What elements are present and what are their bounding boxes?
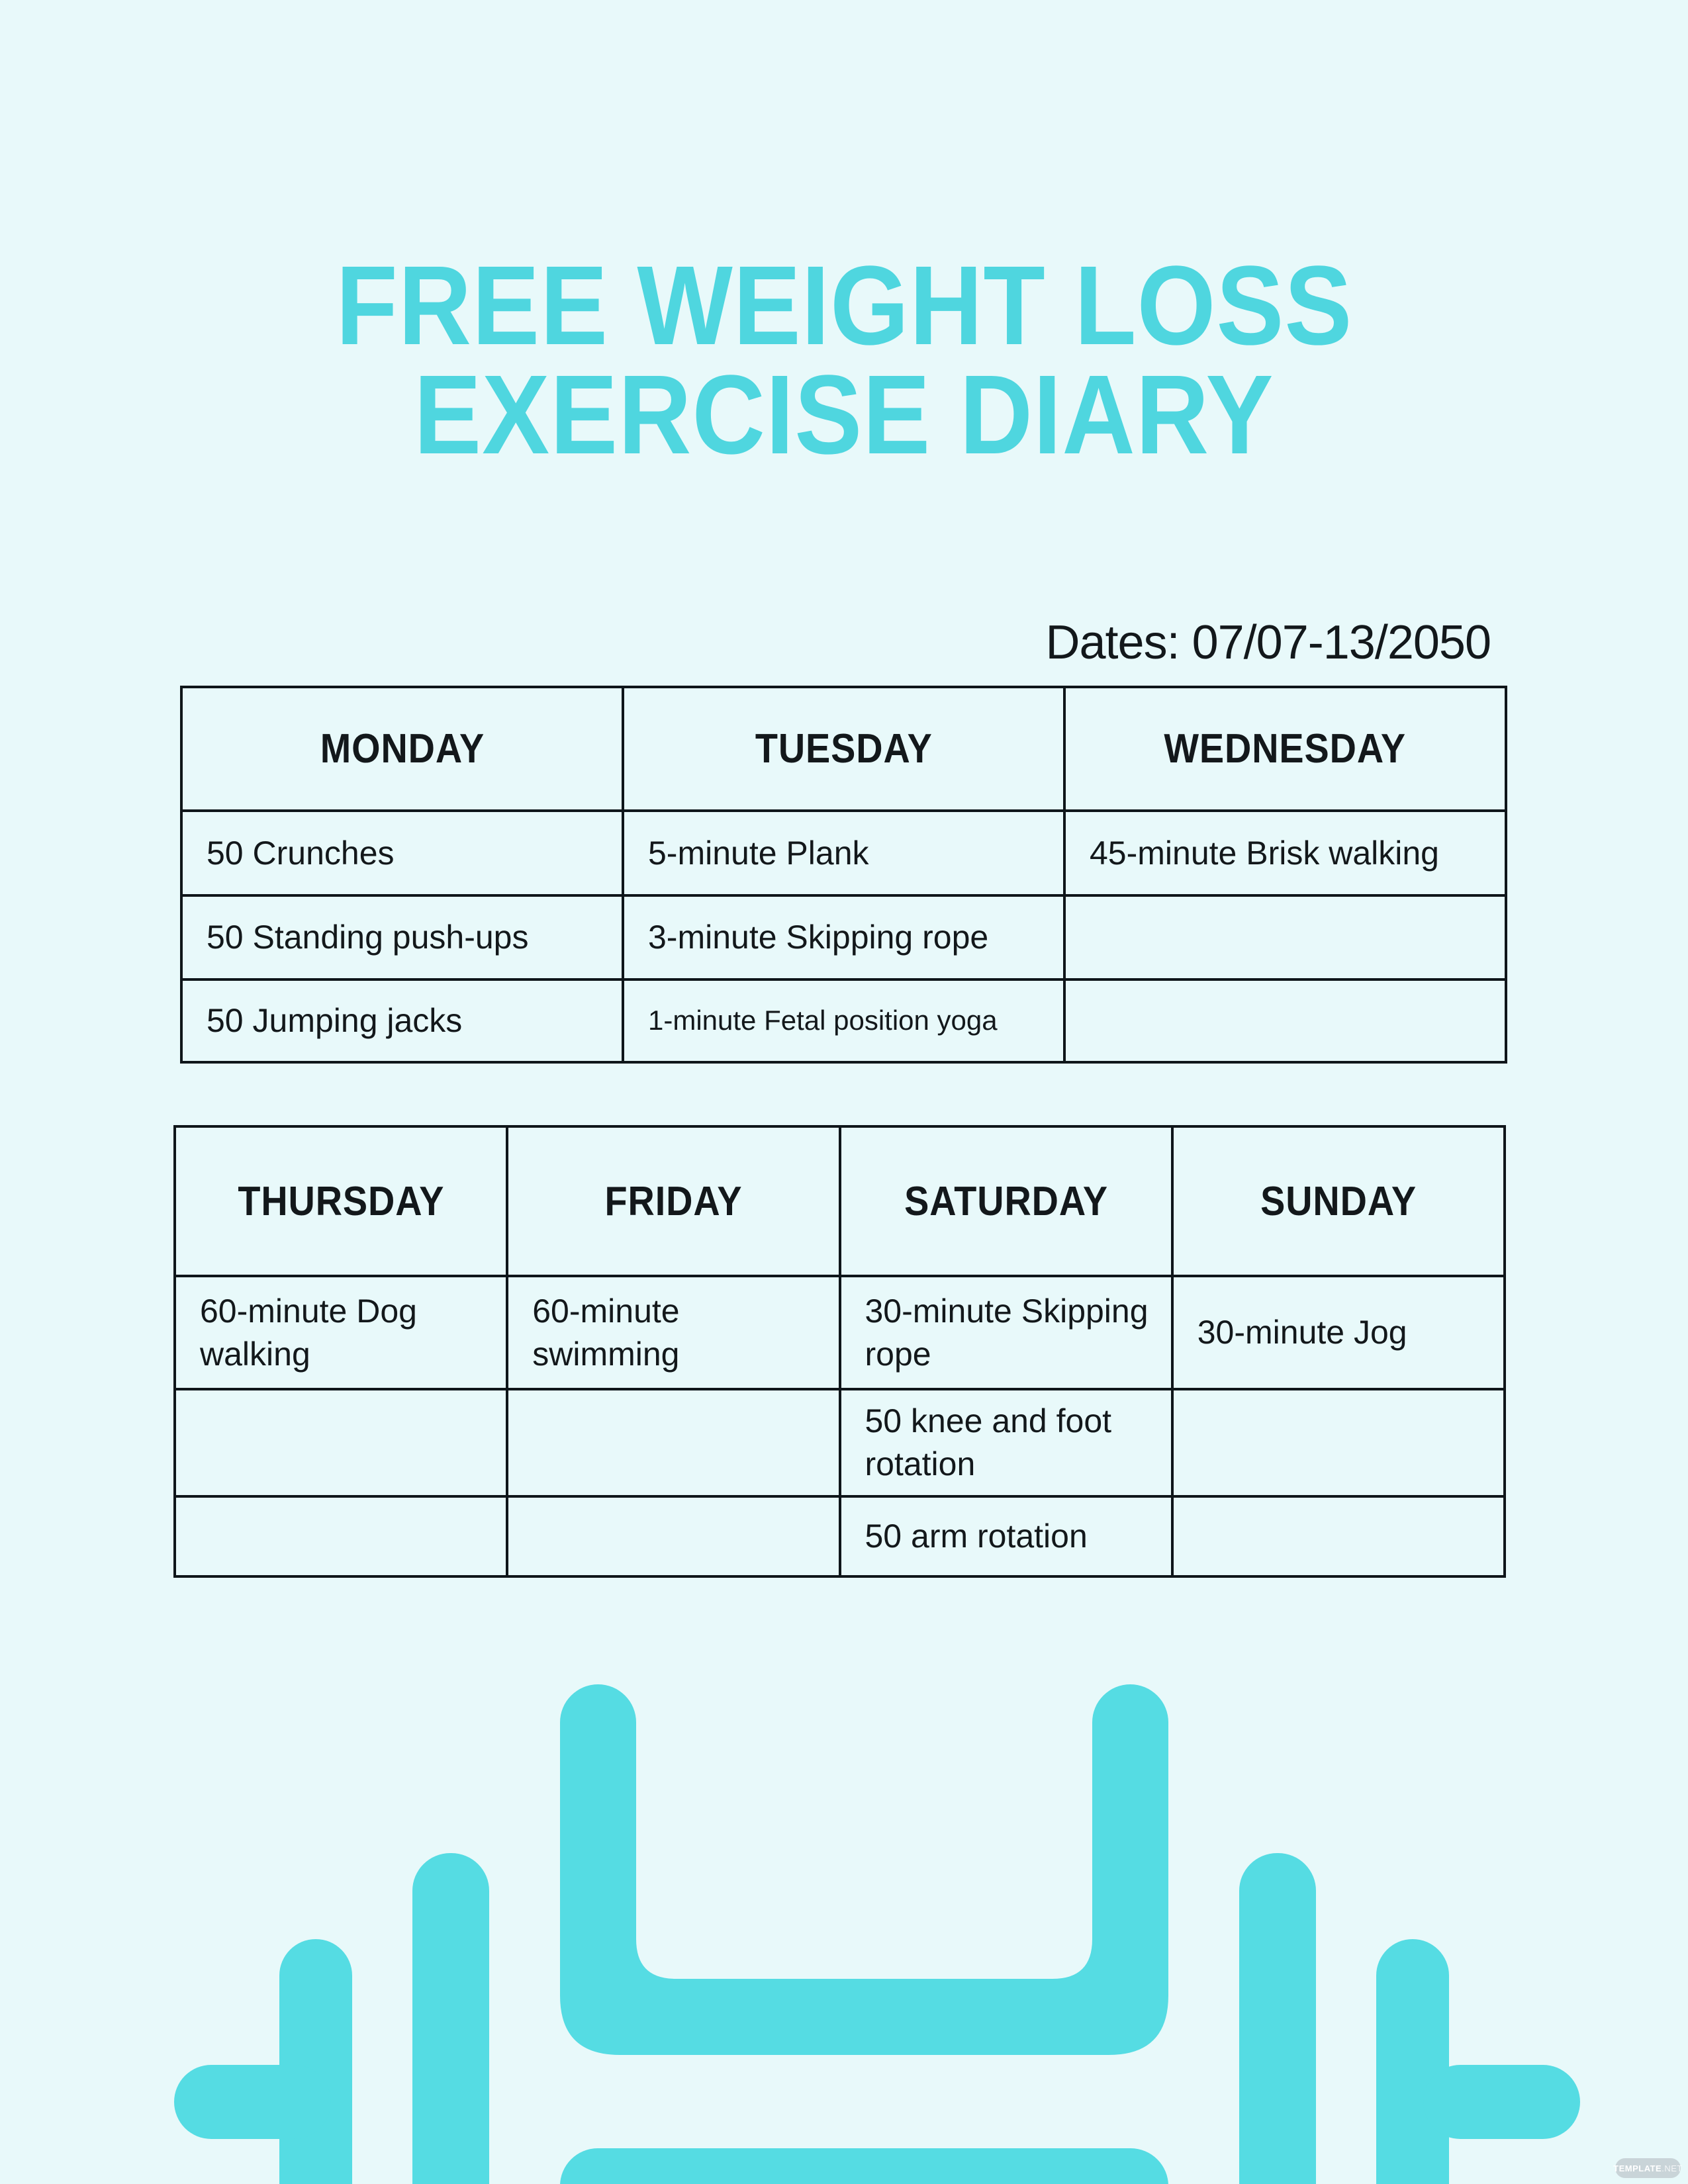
exercise-cell: 30-minute Jog <box>1172 1276 1505 1389</box>
dumbbell-plate-right-outer <box>1376 1939 1449 2184</box>
exercise-row <box>175 1389 1505 1496</box>
day-header-sunday <box>1172 1126 1505 1276</box>
day-header-label: THURSDAY <box>238 1178 445 1224</box>
page-title-line-2 <box>0 352 1688 478</box>
watermark-brand: TEMPLATE <box>1613 2163 1662 2173</box>
watermark-suffix: .NET <box>1662 2163 1683 2173</box>
day-header-row <box>181 687 1506 811</box>
day-header-friday <box>507 1126 839 1276</box>
dumbbell-plate-right-inner <box>1239 1853 1316 2184</box>
day-header-label: TUESDAY <box>755 726 933 772</box>
day-header-label: FRIDAY <box>604 1178 743 1224</box>
exercise-cell: 50 Standing push-ups <box>181 895 623 979</box>
day-header-label: SUNDAY <box>1260 1178 1417 1224</box>
empty-cell <box>1064 979 1506 1062</box>
empty-cell <box>1064 895 1506 979</box>
exercise-cell: 3-minute Skipping rope <box>623 895 1064 979</box>
empty-cell <box>175 1389 507 1496</box>
week-table-2 <box>173 1125 1506 1578</box>
dumbbell-icon <box>0 1641 1688 2184</box>
day-header-row <box>175 1126 1505 1276</box>
dumbbell-bar-end-right <box>1423 2065 1580 2139</box>
empty-cell <box>507 1496 839 1576</box>
empty-cell <box>175 1496 507 1576</box>
exercise-row <box>175 1276 1505 1389</box>
dumbbell-plate-left-inner <box>412 1853 489 2184</box>
dumbbell-plate-left-outer <box>279 1939 352 2184</box>
empty-cell <box>1172 1389 1505 1496</box>
exercise-cell: 50 Crunches <box>181 811 623 895</box>
empty-cell <box>507 1389 839 1496</box>
exercise-cell: 60-minute Dog walking <box>175 1276 507 1389</box>
exercise-cell: 50 arm rotation <box>840 1496 1172 1576</box>
exercise-row <box>181 979 1506 1062</box>
exercise-cell: 50 knee and foot rotation <box>840 1389 1172 1496</box>
day-header-thursday <box>175 1126 507 1276</box>
day-header-monday <box>181 687 623 811</box>
exercise-cell: 50 Jumping jacks <box>181 979 623 1062</box>
exercise-row <box>181 895 1506 979</box>
empty-cell <box>1172 1496 1505 1576</box>
day-header-saturday <box>840 1126 1172 1276</box>
page-title-text-1: FREE WEIGHT LOSS <box>336 243 1352 369</box>
dumbbell-handle <box>560 2148 1168 2184</box>
day-header-tuesday <box>623 687 1064 811</box>
exercise-cell: 1-minute Fetal position yoga <box>623 979 1064 1062</box>
day-header-label: MONDAY <box>320 726 485 772</box>
dates-label: Dates: 07/07-13/2050 <box>1045 616 1491 669</box>
exercise-cell: 60-minute swimming <box>507 1276 839 1389</box>
template-net-watermark <box>1615 2158 1681 2178</box>
exercise-cell: 30-minute Skipping rope <box>840 1276 1172 1389</box>
day-header-label: SATURDAY <box>904 1178 1108 1224</box>
exercise-row <box>175 1496 1505 1576</box>
page-title-line-1 <box>0 243 1688 369</box>
dumbbell-bar-end-left <box>174 2065 331 2139</box>
dumbbell-frame <box>560 1684 1168 2055</box>
page-title-text-2: EXERCISE DIARY <box>414 352 1274 478</box>
exercise-cell: 45-minute Brisk walking <box>1064 811 1506 895</box>
day-header-label: WEDNESDAY <box>1164 726 1407 772</box>
week-table-1 <box>180 686 1507 1064</box>
exercise-row <box>181 811 1506 895</box>
day-header-wednesday <box>1064 687 1506 811</box>
exercise-cell: 5-minute Plank <box>623 811 1064 895</box>
